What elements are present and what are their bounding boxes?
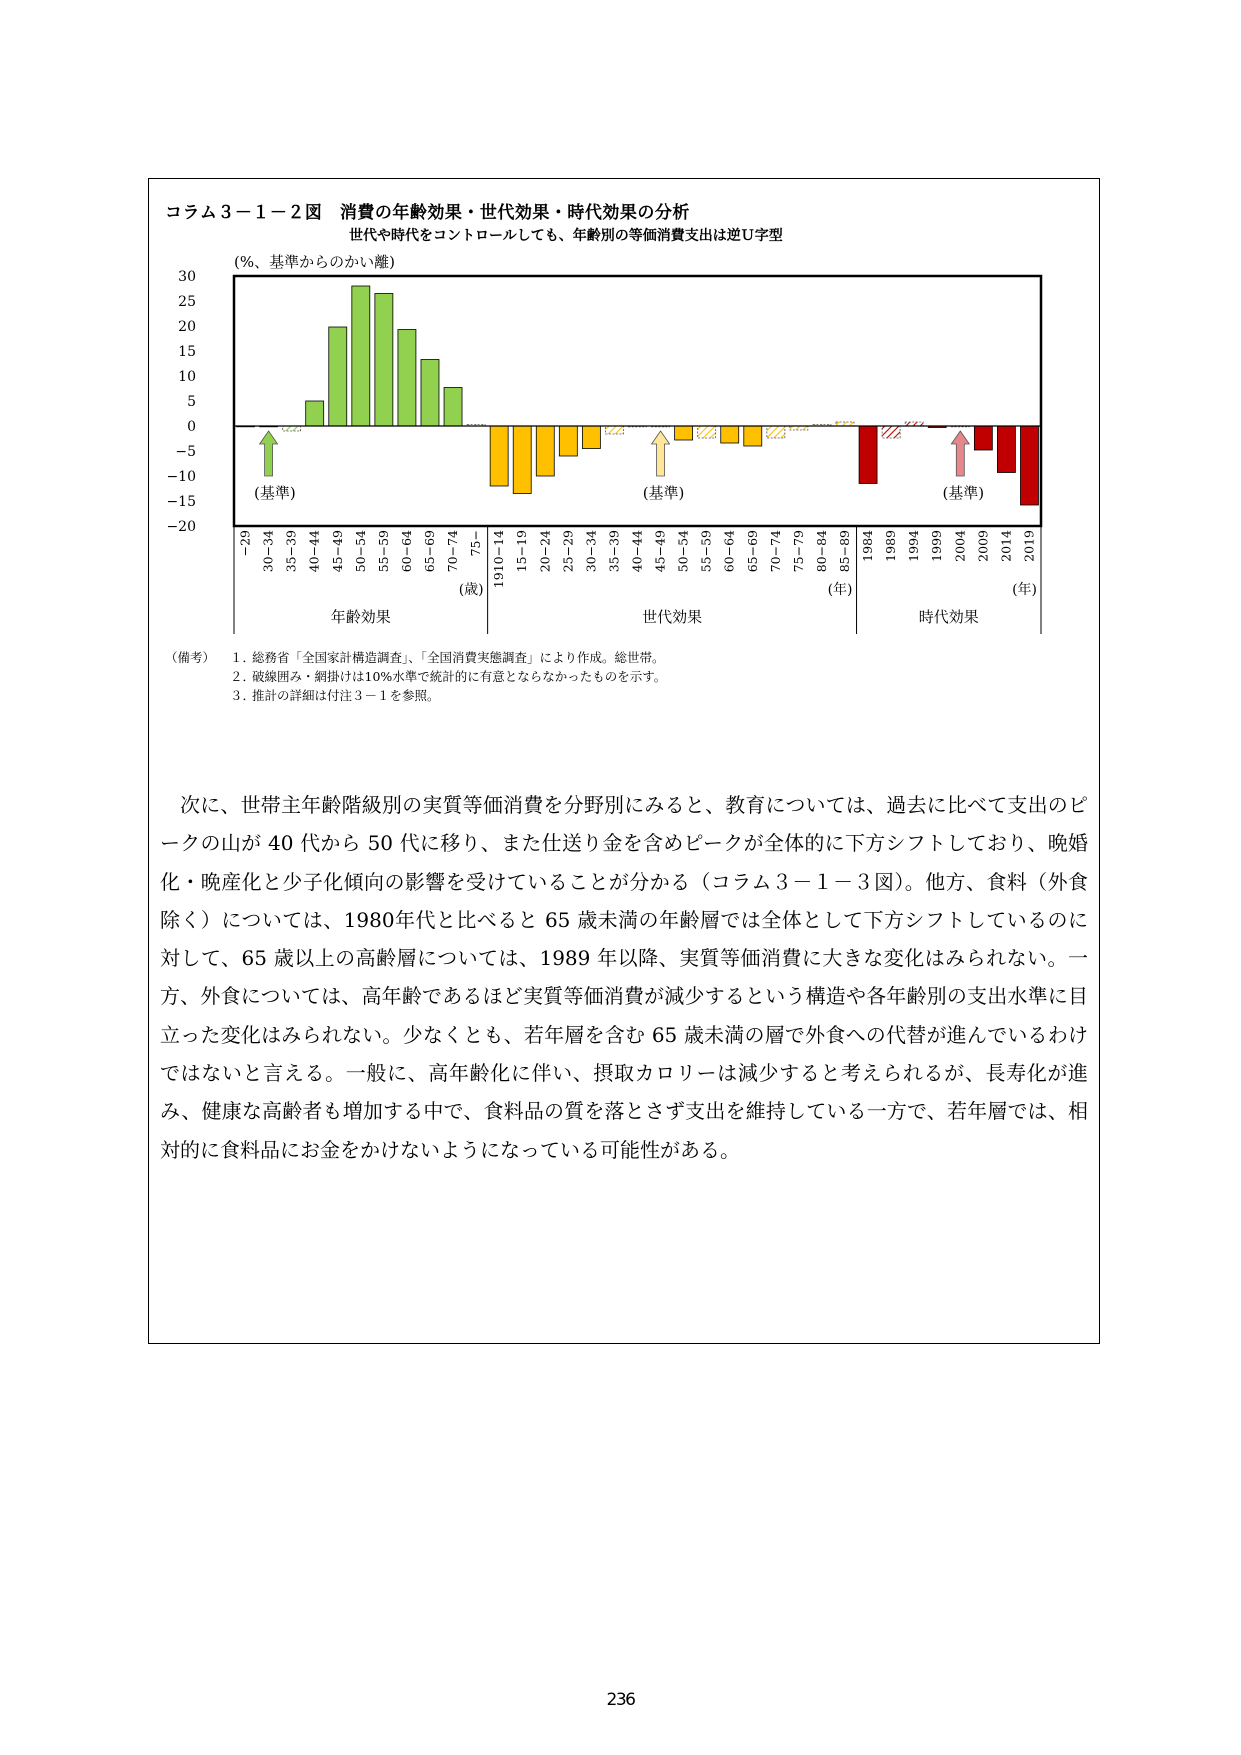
reference-arrow-icon xyxy=(951,431,969,476)
x-tick-label: 45−49 xyxy=(329,530,345,573)
x-tick-label: 40−44 xyxy=(629,530,645,573)
reference-arrow-icon xyxy=(260,431,278,476)
x-tick-label: 60−64 xyxy=(398,530,414,573)
x-tick-label: 65−69 xyxy=(421,530,437,573)
note-number: ２． xyxy=(230,669,256,684)
group-unit-label: (年) xyxy=(1012,582,1037,598)
x-tick-label: 80−84 xyxy=(813,530,829,573)
reference-arrow-icon xyxy=(652,431,670,476)
notes-label: （備考） xyxy=(165,650,216,665)
bar xyxy=(306,401,324,426)
bar xyxy=(721,426,739,443)
group-unit-label: (歳) xyxy=(458,582,484,598)
bar xyxy=(744,426,762,446)
bar xyxy=(352,286,370,426)
y-tick-label: −10 xyxy=(166,469,196,485)
chart xyxy=(160,252,1060,647)
x-tick-label: 25−29 xyxy=(560,530,576,573)
bar xyxy=(421,360,439,427)
bar xyxy=(1020,426,1038,505)
bar xyxy=(698,426,716,438)
x-tick-label: 2014 xyxy=(998,530,1014,562)
x-tick-label: 70−74 xyxy=(445,530,461,573)
bar xyxy=(536,426,554,476)
note-number: １． xyxy=(230,650,256,665)
bar xyxy=(398,330,416,427)
y-tick-label: 15 xyxy=(178,344,196,360)
x-tick-label: 65−69 xyxy=(744,530,760,573)
bar xyxy=(974,426,992,450)
x-tick-label: 30−34 xyxy=(260,530,276,573)
y-axis xyxy=(166,269,196,535)
x-tick-label: 35−39 xyxy=(283,530,299,573)
note-number: ３． xyxy=(230,688,256,703)
x-tick-label: 30−34 xyxy=(583,530,599,573)
x-tick-label: 85−89 xyxy=(837,530,853,573)
x-tick-label: 1994 xyxy=(906,530,922,562)
group-name: 時代効果 xyxy=(918,608,979,626)
bar xyxy=(605,426,623,434)
group-name: 世代効果 xyxy=(642,608,703,626)
bar xyxy=(329,327,347,426)
y-tick-label: 25 xyxy=(178,294,196,310)
bar xyxy=(997,426,1015,473)
x-tick-label: 15−19 xyxy=(514,530,530,573)
x-tick-label: 2009 xyxy=(975,530,991,562)
x-tick-label: 1984 xyxy=(860,530,876,562)
reference-label: (基準) xyxy=(254,484,296,502)
y-tick-label: −20 xyxy=(166,519,196,535)
x-tick-label: 45−49 xyxy=(652,530,668,573)
note-text: 破線囲み・網掛けは10%水準で統計的に有意とならなかったものを示す。 xyxy=(252,669,667,684)
y-tick-label: 30 xyxy=(178,269,196,285)
group-name: 年齢効果 xyxy=(330,608,391,626)
notes xyxy=(165,648,666,705)
reference-label: (基準) xyxy=(642,484,685,502)
bar xyxy=(283,426,301,431)
bar xyxy=(375,294,393,427)
y-tick-label: 5 xyxy=(187,394,196,410)
y-tick-label: 0 xyxy=(187,419,196,435)
x-tick-label: 35−39 xyxy=(606,530,622,573)
x-tick-label: 50−54 xyxy=(352,530,368,573)
reference-label: (基準) xyxy=(942,484,985,502)
y-axis-label: (%、基準からのかい離) xyxy=(234,253,395,271)
x-tick-label: 40−44 xyxy=(306,530,322,573)
y-tick-label: −15 xyxy=(166,494,196,510)
bar xyxy=(444,388,462,427)
x-tick-label: 1989 xyxy=(883,530,899,562)
bar xyxy=(767,426,785,438)
bar xyxy=(882,426,900,438)
note-row xyxy=(165,686,666,705)
x-tick-label: 1910−14 xyxy=(491,530,507,589)
bar xyxy=(582,426,600,449)
group-unit-label: (年) xyxy=(827,582,853,598)
note-row xyxy=(165,667,666,686)
note-text: 総務省「全国家計構造調査」、「全国消費実態調査」により作成。総世帯。 xyxy=(252,650,665,665)
x-tick-label: −29 xyxy=(237,530,253,557)
x-tick-label: 2019 xyxy=(1021,530,1037,562)
x-tick-label: 2004 xyxy=(952,530,968,562)
page-number: 236 xyxy=(606,1690,635,1710)
figure-subtitle: 世代や時代をコントロールしても、年齢別の等価消費支出は逆Ｕ字型 xyxy=(349,228,783,244)
bar xyxy=(790,426,808,430)
x-tick-label: 50−54 xyxy=(675,530,691,573)
x-tick-label: 55−59 xyxy=(698,530,714,573)
x-tick-label: 75−79 xyxy=(790,530,806,573)
bar xyxy=(490,426,508,486)
bars xyxy=(237,286,1039,505)
bar xyxy=(859,426,877,484)
y-tick-label: −5 xyxy=(175,444,196,460)
x-tick-label: 60−64 xyxy=(721,530,737,573)
figure-title: コラム３－１－２図 消費の年齢効果・世代効果・時代効果の分析 xyxy=(165,203,690,223)
x-axis xyxy=(234,526,1041,634)
y-tick-label: 10 xyxy=(178,369,196,385)
bar xyxy=(513,426,531,494)
bar xyxy=(675,426,693,440)
bar xyxy=(559,426,577,456)
note-text: 推計の詳細は付注３－１を参照。 xyxy=(252,688,440,703)
note-row xyxy=(165,648,666,667)
x-tick-label: 20−24 xyxy=(537,530,553,573)
x-tick-label: 55−59 xyxy=(375,530,391,573)
x-tick-label: 70−74 xyxy=(767,530,783,573)
body-paragraph: 次に、世帯主年齢階級別の実質等価消費を分野別にみると、教育については、過去に比べて支出のピークの山が 40 代から 50 代に移り、また仕送り金を含めピークが全体的に下方シフトしており、晩婚化・晩産化と少子化傾向の影響を受けていることが分かる（コラム３－１－３図）。他方、食料（外食除く）については、1980年代と比べると 65 歳未満の年齢層では全体として下方シフトしているのに対して、65 歳以上の高齢層については、1989 年以降、実質等価消費に大きな変化はみられない。一方、外食については、高年齢であるほど実質等価消費が減少するという構造や各年齢別の支出水準に目立った変化はみられない。少なくとも、若年層を含む 65 歳未満の層で外食への代替が進んでいるわけではないと言える。一般に、高年齢化に伴い、摂取カロリーは減少すると考えられるが、長寿化が進み、健康な高齢者も増加する中で、食料品の質を落とさず支出を維持している一方で、若年層では、相対的に食料品にお金をかけないようになっている可能性がある。 xyxy=(160,793,1088,1162)
x-tick-label: 1999 xyxy=(929,530,945,562)
x-tick-label: 75− xyxy=(468,530,484,557)
y-tick-label: 20 xyxy=(178,319,196,335)
